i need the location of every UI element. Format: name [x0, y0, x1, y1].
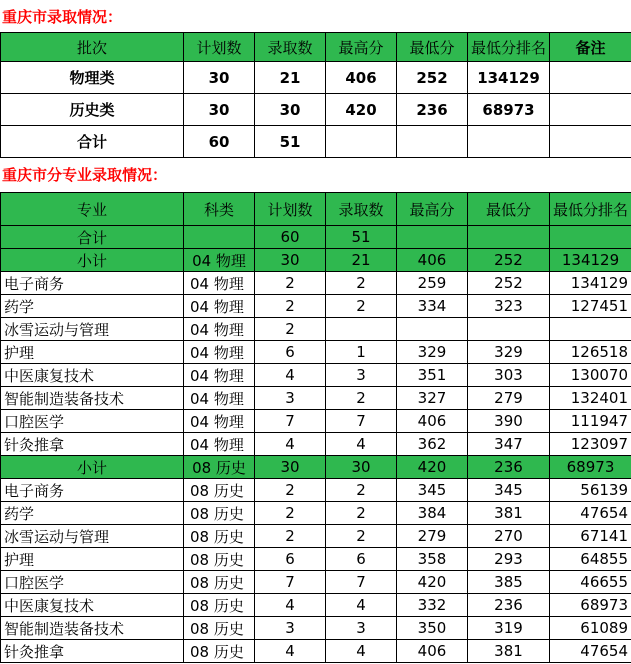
table-cell: 68973	[550, 456, 631, 479]
table-cell: 智能制造装备技术	[1, 387, 184, 410]
table-cell: 04 物理	[184, 387, 255, 410]
table-cell: 3	[326, 364, 397, 387]
admission-summary-table	[0, 32, 631, 158]
table-cell	[468, 126, 550, 158]
table-cell: 30	[255, 456, 326, 479]
table-cell: 4	[255, 594, 326, 617]
table-cell: 冰雪运动与管理	[1, 525, 184, 548]
table-cell: 259	[397, 272, 468, 295]
table-cell: 279	[468, 387, 550, 410]
table-cell: 04 物理	[184, 433, 255, 456]
table-row	[1, 502, 631, 525]
table-cell: 最低分	[397, 33, 468, 62]
table-cell: 最高分	[326, 33, 397, 62]
table-cell: 406	[326, 62, 397, 94]
table-cell: 362	[397, 433, 468, 456]
table-cell: 口腔医学	[1, 571, 184, 594]
table-cell: 04 物理	[184, 364, 255, 387]
table-cell: 04 物理	[184, 318, 255, 341]
table-cell: 51	[255, 126, 326, 158]
table-cell: 345	[397, 479, 468, 502]
table-cell: 132401	[550, 387, 631, 410]
table-cell: 科类	[184, 193, 255, 226]
table-cell: 21	[255, 62, 326, 94]
table-cell: 347	[468, 433, 550, 456]
table-cell: 08 历史	[184, 640, 255, 663]
table-cell	[326, 126, 397, 158]
table-cell	[550, 126, 631, 158]
table-cell: 4	[255, 640, 326, 663]
table-cell: 130070	[550, 364, 631, 387]
table-cell: 口腔医学	[1, 410, 184, 433]
table-cell	[184, 226, 255, 249]
table-cell: 236	[468, 594, 550, 617]
section-title-major-admission: 重庆市分专业录取情况：	[2, 166, 168, 184]
table-cell: 04 物理	[184, 410, 255, 433]
table-cell: 6	[326, 548, 397, 571]
table-cell: 327	[397, 387, 468, 410]
table-cell: 68973	[468, 94, 550, 126]
table-cell: 物理类	[1, 62, 184, 94]
table-cell: 279	[397, 525, 468, 548]
table-cell: 4	[326, 594, 397, 617]
table-cell: 350	[397, 617, 468, 640]
table-cell: 51	[326, 226, 397, 249]
table-cell: 录取数	[326, 193, 397, 226]
table-cell	[550, 62, 631, 94]
table-cell: 30	[184, 94, 255, 126]
table-cell: 385	[468, 571, 550, 594]
table-row	[1, 126, 631, 158]
table-cell: 30	[255, 249, 326, 272]
total-row	[1, 226, 631, 249]
table-cell: 04 物理	[184, 341, 255, 364]
table-header-row	[1, 193, 631, 226]
table-cell: 护理	[1, 548, 184, 571]
table-cell: 7	[326, 571, 397, 594]
table-cell: 4	[255, 433, 326, 456]
table-cell: 134129	[550, 249, 631, 272]
table-cell: 2	[326, 479, 397, 502]
table-cell: 小计	[1, 249, 184, 272]
table-cell: 319	[468, 617, 550, 640]
section-title-admission: 重庆市录取情况：	[2, 8, 123, 26]
table-cell	[397, 226, 468, 249]
table-cell: 08 历史	[184, 525, 255, 548]
table-cell: 智能制造装备技术	[1, 617, 184, 640]
table-cell	[550, 226, 631, 249]
table-cell: 236	[397, 94, 468, 126]
table-row	[1, 640, 631, 663]
table-cell: 小计	[1, 456, 184, 479]
table-cell: 合计	[1, 226, 184, 249]
table-cell: 2	[326, 502, 397, 525]
table-cell: 针灸推拿	[1, 640, 184, 663]
table-row	[1, 272, 631, 295]
table-cell: 最高分	[397, 193, 468, 226]
table-cell: 08 历史	[184, 456, 255, 479]
table-row	[1, 617, 631, 640]
table-cell: 406	[397, 249, 468, 272]
table-cell: 2	[255, 479, 326, 502]
table-cell	[550, 318, 631, 341]
table-cell: 2	[326, 295, 397, 318]
table-cell: 30	[255, 94, 326, 126]
table-cell: 60	[184, 126, 255, 158]
table-cell: 47654	[550, 640, 631, 663]
table-header-row	[1, 33, 631, 62]
table-cell: 1	[326, 341, 397, 364]
table-cell: 批次	[1, 33, 184, 62]
table-row	[1, 387, 631, 410]
table-cell: 04 物理	[184, 272, 255, 295]
table-cell: 61089	[550, 617, 631, 640]
table-cell: 134129	[468, 62, 550, 94]
table-cell: 2	[326, 525, 397, 548]
table-cell: 134129	[550, 272, 631, 295]
table-cell: 中医康复技术	[1, 364, 184, 387]
table-cell: 2	[255, 272, 326, 295]
table-row	[1, 594, 631, 617]
table-cell: 最低分	[468, 193, 550, 226]
table-cell: 345	[468, 479, 550, 502]
table-cell: 4	[326, 640, 397, 663]
table-row	[1, 318, 631, 341]
table-cell: 64855	[550, 548, 631, 571]
table-cell: 60	[255, 226, 326, 249]
table-cell: 30	[326, 456, 397, 479]
table-cell: 4	[255, 364, 326, 387]
table-row	[1, 295, 631, 318]
table-cell: 293	[468, 548, 550, 571]
table-cell: 08 历史	[184, 594, 255, 617]
table-cell: 备注	[550, 33, 631, 62]
table-cell: 30	[184, 62, 255, 94]
table-cell	[550, 94, 631, 126]
table-cell	[397, 126, 468, 158]
table-cell: 3	[255, 617, 326, 640]
table-cell: 2	[255, 525, 326, 548]
table-cell: 7	[255, 410, 326, 433]
table-cell: 420	[397, 456, 468, 479]
table-cell: 406	[397, 410, 468, 433]
table-cell: 护理	[1, 341, 184, 364]
table-cell: 录取数	[255, 33, 326, 62]
table-cell: 药学	[1, 295, 184, 318]
table-cell: 7	[255, 571, 326, 594]
table-cell: 56139	[550, 479, 631, 502]
table-cell: 303	[468, 364, 550, 387]
table-cell: 323	[468, 295, 550, 318]
subtotal-row	[1, 456, 631, 479]
table-cell: 3	[255, 387, 326, 410]
table-cell: 2	[326, 387, 397, 410]
table-cell: 329	[397, 341, 468, 364]
table-cell: 最低分排名	[550, 193, 631, 226]
table-cell: 04 物理	[184, 249, 255, 272]
table-row	[1, 571, 631, 594]
table-cell: 08 历史	[184, 548, 255, 571]
table-cell: 351	[397, 364, 468, 387]
table-cell: 111947	[550, 410, 631, 433]
table-cell: 252	[468, 249, 550, 272]
table-cell: 127451	[550, 295, 631, 318]
table-cell: 08 历史	[184, 617, 255, 640]
table-cell: 21	[326, 249, 397, 272]
table-cell: 329	[468, 341, 550, 364]
table-row	[1, 341, 631, 364]
table-cell	[468, 318, 550, 341]
table-cell: 252	[397, 62, 468, 94]
table-cell: 381	[468, 640, 550, 663]
major-admission-table	[0, 192, 631, 663]
table-cell: 46655	[550, 571, 631, 594]
table-cell: 358	[397, 548, 468, 571]
table-cell: 6	[255, 548, 326, 571]
table-row	[1, 94, 631, 126]
table-cell: 4	[326, 433, 397, 456]
table-cell: 406	[397, 640, 468, 663]
table-cell: 332	[397, 594, 468, 617]
table-cell: 计划数	[255, 193, 326, 226]
table-cell: 中医康复技术	[1, 594, 184, 617]
table-cell: 合计	[1, 126, 184, 158]
table-row	[1, 410, 631, 433]
table-cell: 2	[326, 272, 397, 295]
table-cell: 2	[255, 295, 326, 318]
table-cell: 334	[397, 295, 468, 318]
table-cell: 67141	[550, 525, 631, 548]
table-cell: 47654	[550, 502, 631, 525]
table-cell: 236	[468, 456, 550, 479]
table-cell	[326, 318, 397, 341]
table-cell	[468, 226, 550, 249]
table-row	[1, 62, 631, 94]
table-cell: 药学	[1, 502, 184, 525]
table-cell: 7	[326, 410, 397, 433]
table-cell: 电子商务	[1, 272, 184, 295]
table-cell: 04 物理	[184, 295, 255, 318]
table-cell: 08 历史	[184, 479, 255, 502]
subtotal-row	[1, 249, 631, 272]
table-row	[1, 433, 631, 456]
table-cell	[397, 318, 468, 341]
table-cell: 420	[326, 94, 397, 126]
table-cell: 126518	[550, 341, 631, 364]
table-cell: 2	[255, 502, 326, 525]
table-cell: 390	[468, 410, 550, 433]
table-cell: 6	[255, 341, 326, 364]
table-cell: 68973	[550, 594, 631, 617]
table-cell: 电子商务	[1, 479, 184, 502]
table-cell: 专业	[1, 193, 184, 226]
table-cell: 最低分排名	[468, 33, 550, 62]
table-row	[1, 479, 631, 502]
table-cell: 针灸推拿	[1, 433, 184, 456]
table-cell: 384	[397, 502, 468, 525]
table-row	[1, 548, 631, 571]
table-cell: 252	[468, 272, 550, 295]
table-cell: 冰雪运动与管理	[1, 318, 184, 341]
table-cell: 270	[468, 525, 550, 548]
table-cell: 123097	[550, 433, 631, 456]
table-cell: 计划数	[184, 33, 255, 62]
table-cell: 2	[255, 318, 326, 341]
table-cell: 420	[397, 571, 468, 594]
table-row	[1, 525, 631, 548]
table-cell: 3	[326, 617, 397, 640]
table-cell: 历史类	[1, 94, 184, 126]
table-cell: 08 历史	[184, 502, 255, 525]
table-row	[1, 364, 631, 387]
table-cell: 381	[468, 502, 550, 525]
table-cell: 08 历史	[184, 571, 255, 594]
